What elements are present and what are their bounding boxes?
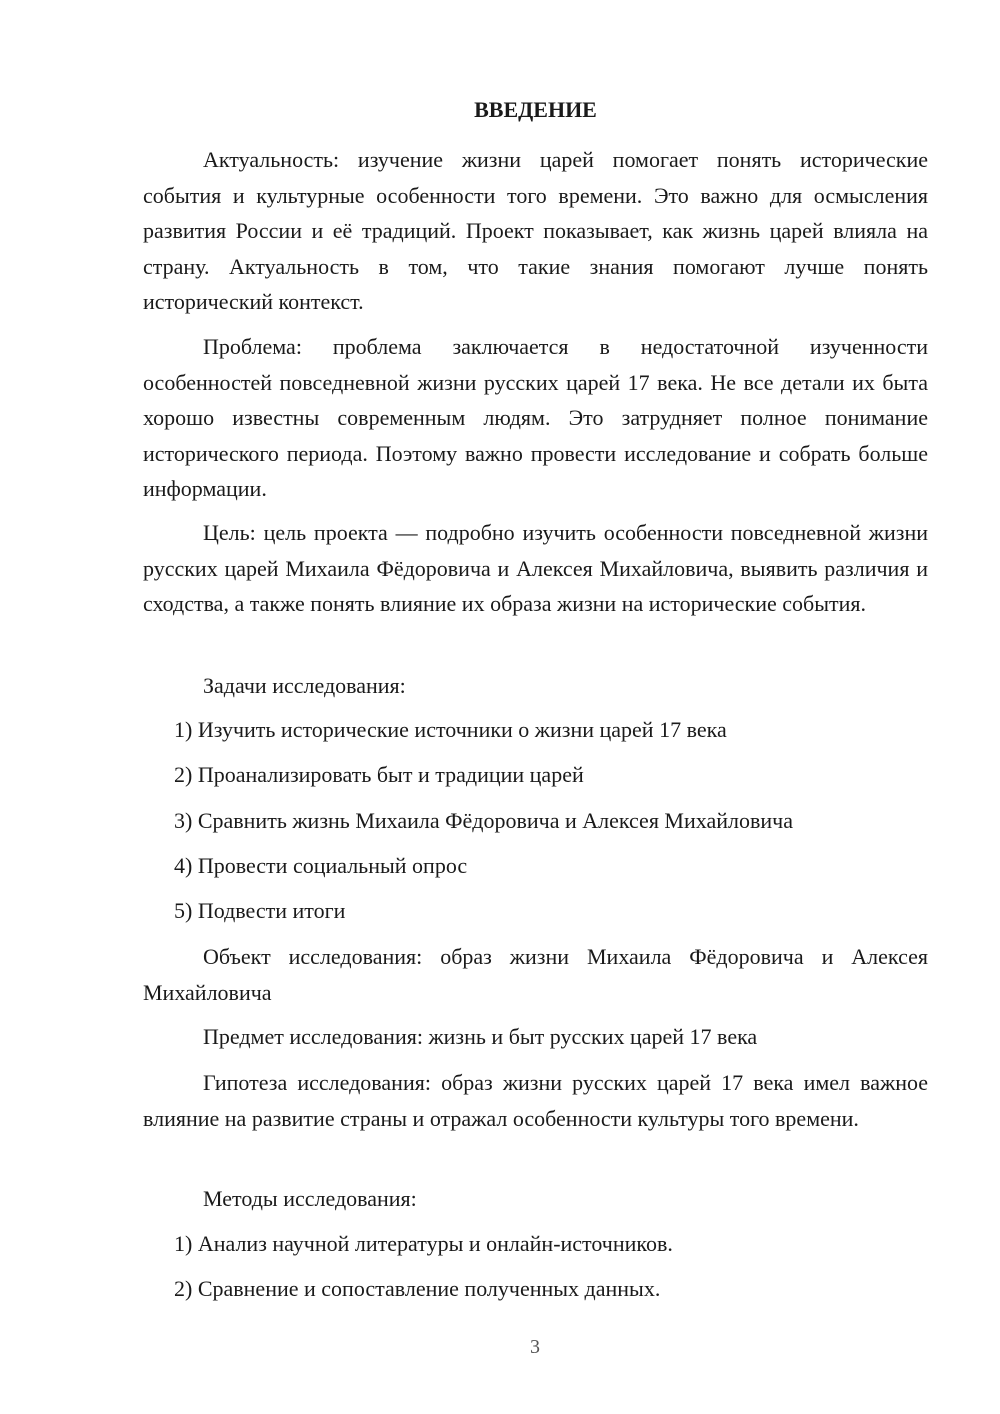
problem-paragraph: Проблема: проблема заключается в недостаточной изученности особенностей повседневной жизни русских царей 17 века. Не все детали их быта хорошо известны современным людям. Это затрудняет полное понимание исторического периода. Поэтому важно провести исследование и собрать больше информации. xyxy=(143,334,928,501)
task-item: 1) Изучить исторические источники о жизни царей 17 века xyxy=(174,717,727,742)
task-item: 5) Подвести итоги xyxy=(174,898,346,923)
page-number: 3 xyxy=(530,1336,540,1358)
method-item: 2) Сравнение и сопоставление полученных данных. xyxy=(174,1276,661,1301)
relevance-paragraph: Актуальность: изучение жизни царей помогает понять исторические события и культурные особенности того времени. Это важно для осмысления развития России и её традиций. Проект показывает, как жизнь царей влияла на страну. Актуальность в том, что такие знания помогают лучше понять исторический контекст. xyxy=(143,147,928,314)
methods-title: Методы исследования: xyxy=(203,1186,417,1211)
task-item: 2) Проанализировать быт и традиции царей xyxy=(174,762,584,787)
hypothesis-paragraph: Гипотеза исследования: образ жизни русских царей 17 века имел важное влияние на развитие страны и отражал особенности культуры того времени. xyxy=(143,1070,928,1131)
task-item: 3) Сравнить жизнь Михаила Фёдоровича и Алексея Михайловича xyxy=(174,808,793,833)
section-heading: ВВЕДЕНИЕ xyxy=(474,97,597,122)
object-paragraph: Объект исследования: образ жизни Михаила Фёдоровича и Алексея Михайловича xyxy=(143,944,928,1005)
task-item: 4) Провести социальный опрос xyxy=(174,853,468,878)
tasks-title: Задачи исследования: xyxy=(203,673,406,698)
goal-paragraph: Цель: цель проекта — подробно изучить особенности повседневной жизни русских царей Михаила Фёдоровича и Алексея Михайловича, выявить различия и сходства, а также понять влияние их образа жизни на исторические события. xyxy=(143,520,928,616)
subject-paragraph: Предмет исследования: жизнь и быт русских царей 17 века xyxy=(203,1024,758,1049)
method-item: 1) Анализ научной литературы и онлайн-источников. xyxy=(174,1231,673,1256)
